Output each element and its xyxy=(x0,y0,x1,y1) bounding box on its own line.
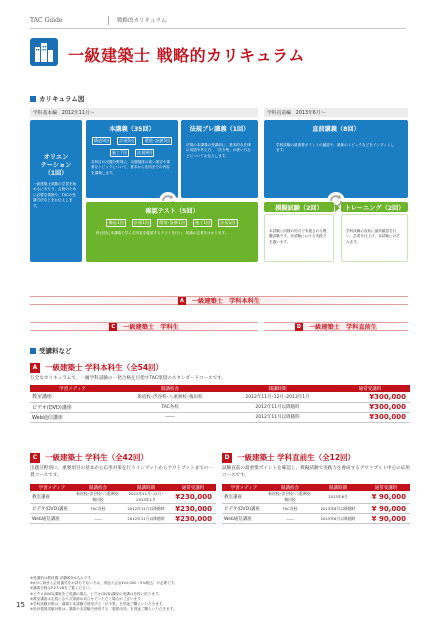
price-cell: ¥300,000 xyxy=(330,412,410,422)
column-header: 通常受講料 xyxy=(330,385,410,392)
square-bullet-icon xyxy=(30,348,36,354)
table-header-row xyxy=(30,385,410,392)
column-header: 開講時期 xyxy=(122,484,170,491)
course-d-table xyxy=(222,484,410,524)
law-pre-lecture-desc: 法規の本講義の受講前に、基本的な法律の用語や考え方、「法令集」の使い方などについてお伝えします。 xyxy=(186,143,251,158)
price-cell: ¥230,000 xyxy=(170,491,216,504)
course-c-ribbon-letter: C xyxy=(109,323,117,331)
subject-tag: 環境･設備1回 xyxy=(159,220,185,225)
course-d-ribbon-text: 一級建築士 学科直前生 xyxy=(308,324,378,331)
table-cell: 2012年11月以降随時 xyxy=(122,514,170,524)
mock-exam-desc: 本試験と同様の形式で実施される模擬試験です。本試験における実践力を養います。 xyxy=(269,229,327,244)
column-header: 学習メディア xyxy=(222,484,266,491)
course-a-desc: 万全なカリキュラムで、一級学科試験の一発合格を目指すTAC推奨のスタンダードコースです。 xyxy=(30,376,226,381)
subject-tag: 施工7回 xyxy=(111,149,127,155)
subject-tag: 計画1回 xyxy=(133,220,150,225)
check-test-desc: 科目別に本講義で学んだ内容を確認するテストを行い、知識の定着をはかります。 xyxy=(96,230,229,235)
orientation-desc: 一級建築士試験の学習を始めるにあたり、合格のために必要な情報や、TACの受講方法などをお伝えします。 xyxy=(33,182,77,208)
subject-tag: 法規1回 xyxy=(220,220,236,225)
main-lecture-desc: 各科目の出題分野別に、出題頻度の高い項目や重要なトピックについて、基本から応用までの内容を講義します。 xyxy=(91,160,171,175)
main-lecture-tags xyxy=(86,133,178,158)
course-c-ribbon-text: 一級建築士 学科生 xyxy=(123,324,179,331)
course-c-letter: C xyxy=(30,453,40,463)
column-header: 開講校舎 xyxy=(266,484,314,491)
column-header: 通常受講料 xyxy=(362,484,410,491)
table-cell: ―― xyxy=(74,514,122,524)
footnotes xyxy=(30,576,420,612)
table-cell: Web通信講座 xyxy=(222,514,266,524)
page-number: 15 xyxy=(16,601,25,609)
orientation-title: オリエン テーション （1回） xyxy=(40,154,72,177)
price-cell: ¥ 90,000 xyxy=(362,504,410,514)
phase-final-label: 学科直前編 2013年6月～ xyxy=(264,108,408,117)
main-lecture-title: 本講義（35回） xyxy=(109,126,155,133)
course-d-heading xyxy=(222,452,355,463)
table-cell: ビデオ(DVD)講座 xyxy=(30,504,74,514)
final-lecture-box xyxy=(264,120,408,198)
subject-tag: 構造1回 xyxy=(108,220,124,225)
course-c-ribbon xyxy=(30,322,258,331)
law-pre-lecture-box xyxy=(181,120,258,198)
table-cell: ビデオ(DVD)講座 xyxy=(222,504,266,514)
arrow-right-icon xyxy=(335,204,340,212)
curriculum-heading xyxy=(30,94,84,103)
table-cell: 2012年11月以降随時 xyxy=(225,412,330,422)
course-a-title: 一級建築士 学科本科生（全54回） xyxy=(45,363,164,372)
table-header-row xyxy=(30,484,216,491)
table-cell: 2012年11月･12月･2013年1月 xyxy=(122,491,170,504)
course-a-heading xyxy=(30,362,163,373)
curriculum-heading-text: カリキュラム図 xyxy=(39,95,85,103)
table-row xyxy=(222,514,410,524)
course-d-ribbon-letter: D xyxy=(296,323,302,330)
phase-basic-label: 学科基本編 2012年11月～ xyxy=(30,108,258,117)
table-row xyxy=(30,504,216,514)
table-cell: ―― xyxy=(266,514,314,524)
table-cell: TAC各校 xyxy=(74,504,122,514)
subject-tag: 計画5回 xyxy=(119,138,135,143)
courses-heading xyxy=(30,346,72,355)
footnote: ※ビデオ(DVD)講座をご受講の場合、ビデオ(DVD)講座の受講は各校に依ります。 xyxy=(30,591,162,596)
subject-tag: 法規9回 xyxy=(137,149,153,155)
subject-tag: 環境･設備5回 xyxy=(144,138,171,143)
table-row xyxy=(30,491,216,504)
square-bullet-icon xyxy=(30,96,36,102)
footnote: ※設計製図試験対策は、講義や本試験で使用する「製図用具」を別途ご購入いただきます。 xyxy=(30,607,177,612)
column-header: 学習メディア xyxy=(30,484,74,491)
table-row xyxy=(30,514,216,524)
check-test-title: 確認テスト（5回） xyxy=(145,208,199,215)
training-header xyxy=(341,202,408,212)
column-header: 開講校舎 xyxy=(74,484,122,491)
course-c-title: 一級建築士 学科生（全42回） xyxy=(45,453,149,462)
courses-heading-text: 受講料など xyxy=(39,347,72,355)
column-header: 学習メディア xyxy=(30,385,115,392)
course-c-desc: 出題分野別に、重要項目の基本から応用対策を行うインプットからアウトプットまでの一貫コースです。 xyxy=(30,466,213,478)
final-lecture-desc: 学科試験の最重要ポイントの確認や、最新のトピックなどをインプットします。 xyxy=(276,143,395,153)
page-title: 一級建築士 戦略的カリキュラム xyxy=(68,46,305,65)
course-a-ribbon-text: 一級建築士 学科本科生 xyxy=(191,298,261,305)
table-cell: 新宿校･渋谷校･八重洲校･梅田校 xyxy=(74,491,122,504)
page-header xyxy=(30,14,166,26)
building-icon xyxy=(30,38,58,66)
footnote: ※受講料は教材費･消費税5%込みです。 xyxy=(30,576,95,580)
footnote: ※学科試験対策は、講義や本試験で使用する「法令集」を別途ご購入いただきます。 xyxy=(30,602,166,607)
column-header: 開講時期 xyxy=(225,385,330,392)
header-rule xyxy=(30,28,406,29)
table-cell: Web通信講座 xyxy=(30,514,74,524)
price-cell: ¥ 90,000 xyxy=(362,514,410,524)
check-test-tags xyxy=(86,215,258,229)
table-row xyxy=(30,412,410,422)
table-cell: ―― xyxy=(115,412,225,422)
table-cell: 2013年6月 xyxy=(314,491,362,504)
table-row xyxy=(30,392,410,402)
training-box xyxy=(341,214,408,262)
table-cell: 2012年11月･12月･2013年1月 xyxy=(225,392,330,402)
subject-tag: 施工1回 xyxy=(194,220,211,225)
course-a-ribbon-letter: A xyxy=(178,297,186,305)
price-cell: ¥230,000 xyxy=(170,504,216,514)
column-header: 開講校舎 xyxy=(115,385,225,392)
course-a-letter: A xyxy=(30,363,40,373)
price-cell: ¥230,000 xyxy=(170,514,216,524)
final-lecture-title: 直前講義（8回） xyxy=(312,126,360,133)
course-a-ribbon xyxy=(30,296,408,305)
course-d-ribbon xyxy=(264,322,408,331)
mock-exam-header xyxy=(264,202,334,212)
training-desc: 学科試験の直前に最終確認を行い、学習を仕上げ、本試験にのぞみます。 xyxy=(346,229,400,244)
table-cell: 2013年6月以降随時 xyxy=(314,504,362,514)
table-header-row xyxy=(222,484,410,491)
section-label: 戦略的カリキュラム xyxy=(117,18,167,24)
header-separator xyxy=(108,16,109,25)
footnote: ※0から始まる会員番号をお持ちでない方は、別途入会金¥10,000（5%税込）が必要です。 xyxy=(30,581,178,586)
course-d-letter: D xyxy=(222,453,232,463)
table-row xyxy=(30,402,410,412)
footnote: ※講義日程はP.27-28をご覧ください。 xyxy=(30,586,93,591)
table-cell: 2013年6月以降随時 xyxy=(314,514,362,524)
course-c-table xyxy=(30,484,216,524)
table-cell: ビデオ(DVD)講座 xyxy=(30,402,115,412)
table-row xyxy=(222,491,410,504)
column-header: 通常受講料 xyxy=(170,484,216,491)
table-cell: 教室講座 xyxy=(30,491,74,504)
training-title: トレーニング（2回） xyxy=(344,205,405,212)
check-test-box xyxy=(86,202,258,262)
column-header: 開講時期 xyxy=(314,484,362,491)
mock-exam-title: 模擬試験（2回） xyxy=(275,205,323,212)
table-cell: Web通信講座 xyxy=(30,412,115,422)
table-cell: 2012年11月以降随時 xyxy=(122,504,170,514)
course-a-table xyxy=(30,385,410,423)
table-cell: 新宿校･渋谷校･八重洲校･梅田校 xyxy=(266,491,314,504)
price-cell: ¥ 90,000 xyxy=(362,491,410,504)
subject-tag: 構造9回 xyxy=(93,138,110,143)
guide-label: TAC Guide xyxy=(30,16,63,24)
course-c-heading xyxy=(30,452,148,463)
price-cell: ¥300,000 xyxy=(330,402,410,412)
table-cell: 教室講座 xyxy=(222,491,266,504)
table-cell: TAC各校 xyxy=(115,402,225,412)
main-lecture-box xyxy=(86,120,178,198)
law-pre-lecture-title: 法規ブレ講義（1回） xyxy=(189,126,250,133)
footnote: ※教室講座は定員になり次第締め切らせていただく場合がございます。 xyxy=(30,596,145,601)
table-cell: 新宿校･渋谷校･八重洲校･梅田校 xyxy=(115,392,225,402)
table-cell: 2012年11月以降随時 xyxy=(225,402,330,412)
mock-exam-box xyxy=(264,214,334,262)
course-d-title: 一級建築士 学科直前生（全12回） xyxy=(237,453,356,462)
price-cell: ¥300,000 xyxy=(330,392,410,402)
table-cell: TAC各校 xyxy=(266,504,314,514)
orientation-box xyxy=(30,120,82,262)
course-d-desc: 試験直前の最重要ポイントを確認し、模擬試験で実践力を養成するアウトプット中心の応用コースです。 xyxy=(222,466,410,478)
table-cell: 教室講座 xyxy=(30,392,115,402)
table-row xyxy=(222,504,410,514)
